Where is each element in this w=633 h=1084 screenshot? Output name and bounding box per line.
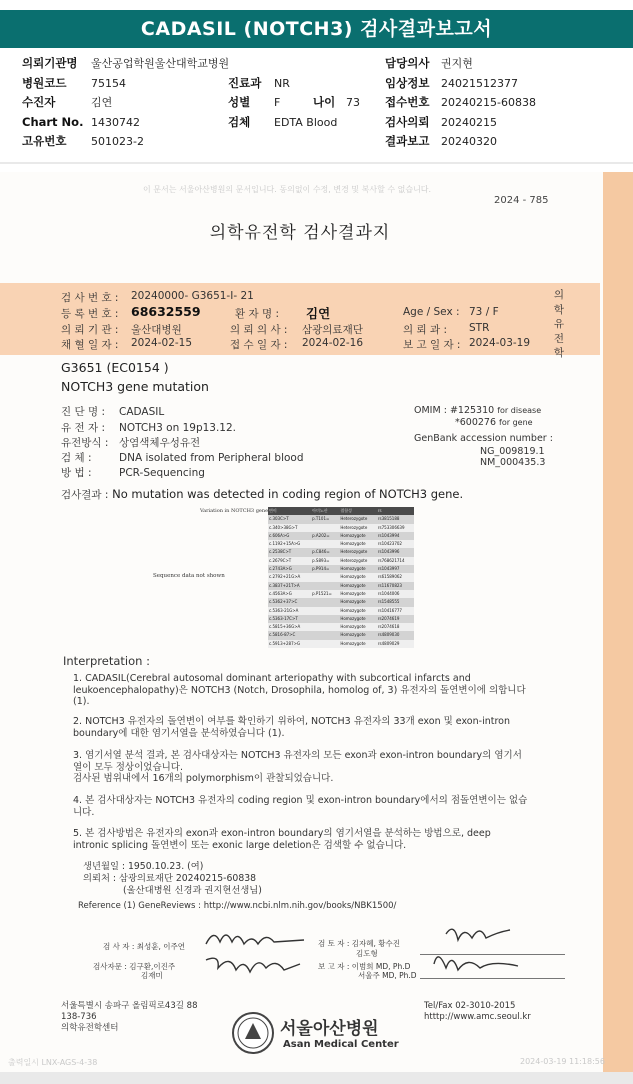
reference: Reference (1) GeneReviews : http://www.ncbi.nlm.nih.gov/books/NBK1500/ (78, 901, 397, 911)
req-doc-label: 의 뢰 의 사 : (230, 324, 288, 336)
interpretation-title: Interpretation : (63, 654, 150, 668)
sex-label: 성별 (228, 95, 251, 109)
faint-notice: 이 문서는 서울아산병원의 문서입니다. 동의없이 수정, 변경 및 복사할 수 없습니다. (143, 185, 432, 194)
report-date-value: 20240320 (441, 135, 497, 148)
table-row (268, 548, 414, 556)
variation-cell (311, 524, 339, 532)
variation-caption: Variation in NOTCH3 gene (200, 508, 269, 514)
variation-cell: rs10423702 (377, 540, 414, 548)
unique-label: 고유번호 (22, 134, 67, 148)
address-3: 의학유전학센터 (61, 1023, 119, 1033)
table-row (268, 524, 414, 532)
patient-band (0, 283, 600, 355)
reg-no-value: 68632559 (131, 304, 201, 319)
age-label: 나이 (313, 95, 336, 109)
variation-cell: Homozygote (339, 573, 377, 581)
examinee-value: 김연 (91, 96, 113, 109)
test-name: NOTCH3 gene mutation (61, 379, 209, 394)
info-row: 진 단 명 : CADASIL (61, 406, 165, 418)
variation-header-cell: 변이 (268, 507, 311, 515)
info-row: 검 체 : DNA isolated from Peripheral blood (61, 452, 304, 464)
document-edge-strip (603, 172, 633, 1072)
hospital-name-kr: 서울아산병원 (280, 1019, 379, 1039)
variation-cell: c.606A>G (268, 532, 311, 540)
req-inst-value: 울산대병원 (131, 324, 182, 336)
variation-cell: p.P914= (311, 565, 339, 573)
variation-cell (311, 598, 339, 606)
vertical-department-label: 의학유전학 (553, 289, 565, 359)
hospital-code-label: 병원코드 (22, 75, 67, 90)
variation-header-cell: 접합성 (339, 507, 377, 515)
interpretation-paragraph: 1. CADASIL(Cerebral autosomal dominant arteriopathy with subcortical infarcts and leukoencephalopathy)은 NOTCH3 (Notch, Drosophila, homolog of, 3) 유전자의 돌연변이에 의합니다 (1). (73, 673, 526, 708)
variation-cell (311, 573, 339, 581)
patient-name-value: 김연 (306, 306, 331, 321)
chart-value: 1430742 (91, 115, 140, 129)
examinee-label: 수진자 (22, 95, 56, 109)
advisor-signature (200, 950, 310, 982)
collect-value: 2024-02-15 (131, 337, 193, 349)
chart-label: Chart No. (22, 114, 84, 129)
variation-cell: Homozygote (339, 598, 377, 606)
bottom-strip (0, 1072, 633, 1084)
variation-cell: c.340>38G>T (268, 524, 311, 532)
variation-cell: p.A202= (311, 532, 339, 540)
variation-cell: Homozygote (339, 615, 377, 623)
info-row: 유전방식 : 상염색체우성유전 (61, 437, 201, 449)
document-title: 의학유전학 검사결과지 (209, 223, 391, 243)
variation-cell: p.S893= (311, 557, 339, 565)
reviewer: 검 토 자 : 김자혜, 황수진 (318, 939, 401, 948)
institution-value: 울산공업학원울산대학교병원 (91, 57, 230, 70)
variation-cell: Homozygote (339, 532, 377, 540)
print-timestamp: 2024-03-19 11:18:56 (520, 1057, 605, 1066)
receipt-label: 접수번호 (385, 95, 430, 109)
variation-cell: c.303C>T (268, 515, 311, 523)
table-row (268, 598, 414, 606)
variation-cell: rs1044006 (377, 590, 414, 598)
interpretation-paragraph: 4. 본 검사대상자는 NOTCH3 유전자의 coding region 및 exon-intron boundary에서의 점돌연변이는 없습 니다. (73, 795, 528, 818)
variation-cell: Homozygote (339, 540, 377, 548)
table-row (268, 590, 414, 598)
test-code: G3651 (EC0154 ) (61, 360, 169, 375)
variation-cell: rs1043994 (377, 532, 414, 540)
variation-cell: rs10416777 (377, 607, 414, 615)
req-doc-value: 삼광의료재단 (302, 324, 363, 336)
variation-cell: p.P1521= (311, 590, 339, 598)
exam-no-value: 20240000- G3651-I- 21 (131, 290, 254, 302)
variation-cell: c.5363-21G>A (268, 607, 311, 615)
clinical-value: 24021512377 (441, 76, 518, 90)
band-report-value: 2024-03-19 (469, 337, 531, 349)
variation-cell: p.C846= (311, 548, 339, 556)
requester-detail: (울산대병원 신경과 권지현선생님) (123, 885, 262, 896)
age-sex-label: Age / Sex : (403, 306, 460, 318)
table-row (268, 532, 414, 540)
hospital-code-value: 75154 (91, 76, 126, 90)
document-number: 2024 - 785 (494, 195, 549, 206)
doctor-label: 담당의사 (385, 56, 430, 70)
variation-cell (311, 631, 339, 639)
genbank-1: NG_009819.1 (480, 446, 545, 457)
print-info: 출력일시 LNX-AGS-4-38 (8, 1058, 98, 1067)
genbank-2: NM_000435.3 (480, 457, 546, 468)
variation-cell: Heterozygote (339, 515, 377, 523)
variation-cell: Homozygote (339, 582, 377, 590)
reviewer-sign-line (420, 954, 565, 955)
department-value: NR (274, 76, 290, 90)
variation-cell (311, 615, 339, 623)
receive-label: 접 수 일 자 : (230, 339, 288, 351)
table-row (268, 623, 414, 631)
patient-name-label: 환 자 명 : (235, 308, 279, 320)
variation-cell: Homozygote (339, 640, 377, 648)
variation-cell (311, 640, 339, 648)
variation-cell: rs1548555 (377, 598, 414, 606)
variation-cell: rs2074619 (377, 615, 414, 623)
variation-cell: Heterozygote (339, 548, 377, 556)
table-row (268, 631, 414, 639)
birth-date: 생년월일 : 1950.10.23. (여) (83, 861, 204, 872)
omim-line-2: *600276 for gene (455, 417, 533, 428)
interpretation-paragraph: 5. 본 검사방법은 유전자의 exon과 exon-intron boundary의 염기서열을 분석하는 방법으로, deep intronic splicing 돌연변이 또는 exonic large deletion은 검색할 수 없습니다. (73, 828, 491, 851)
variation-cell: rs4809030 (377, 631, 414, 639)
variation-header-cell: rs (377, 507, 414, 515)
variation-header-cell: 아미노산 (311, 507, 339, 515)
institution-label: 의뢰기관명 (22, 56, 78, 70)
requester: 의뢰처 : 삼광의료재단 20240215-60838 (83, 873, 257, 884)
hospital-name-en: Asan Medical Center (283, 1039, 399, 1050)
variation-cell: c.5363-17C>T (268, 615, 311, 623)
reporter-signature (428, 946, 528, 980)
report-title-banner: CADASIL (NOTCH3) 검사결과보고서 (0, 10, 633, 48)
variation-cell: Homozygote (339, 565, 377, 573)
variation-cell: Homozygote (339, 590, 377, 598)
table-row (268, 607, 414, 615)
address-2: 138-736 (61, 1012, 97, 1022)
info-row: 방 법 : PCR-Sequencing (61, 467, 205, 479)
variation-cell: c.5815+36G>A (268, 623, 311, 631)
variation-cell (311, 540, 339, 548)
table-row (268, 515, 414, 523)
variation-cell: c.2743A>G (268, 565, 311, 573)
sex-value: F (274, 96, 281, 109)
header-separator (0, 162, 633, 172)
variation-cell: rs11670823 (377, 582, 414, 590)
variation-table (268, 507, 414, 648)
advisor-2: 김재미 (141, 971, 163, 980)
omim-line-1: OMIM : #125310 for disease (414, 405, 542, 416)
req-inst-label: 의 뢰 기 관 : (61, 324, 119, 336)
receive-value: 2024-02-16 (302, 337, 364, 349)
variation-cell: c.2679C>T (268, 557, 311, 565)
department-label: 진료과 (228, 75, 262, 90)
variation-cell: p.T101= (311, 515, 339, 523)
phone: Tel/Fax 02-3010-2015 (424, 1001, 516, 1011)
specimen-value: EDTA Blood (274, 115, 338, 129)
interpretation-paragraph: 2. NOTCH3 유전자의 돌연변이 여부를 확인하기 위하여, NOTCH3 유전자의 33개 exon 및 exon-intron boundary에 대한 염기서열을 분석하였습니다 (1). (73, 716, 510, 739)
variation-cell: rs61589062 (377, 573, 414, 581)
age-value: 73 (346, 96, 360, 109)
table-row (268, 640, 414, 648)
table-row (268, 565, 414, 573)
variation-cell: c.4563A>G (268, 590, 311, 598)
advisor: 검사자문 : 김구환,이진주 (93, 962, 176, 971)
genbank-label: GenBank accession number : (414, 433, 553, 444)
table-row (268, 557, 414, 565)
specimen-label: 검체 (228, 114, 251, 129)
variation-cell: c.3837+21T>A (268, 582, 311, 590)
variation-cell: c.5362+37>C (268, 598, 311, 606)
variation-cell: rs1043997 (377, 565, 414, 573)
band-report-label: 보 고 일 자 : (403, 339, 461, 351)
exam-no-label: 검 사 번 호 : (61, 292, 119, 304)
variation-cell: Homozygote (339, 607, 377, 615)
header-info (0, 54, 633, 154)
variation-cell: c.5913+287>G (268, 640, 311, 648)
variation-cell: rs4809029 (377, 640, 414, 648)
reviewer-2: 김도형 (356, 949, 378, 958)
variation-cell: c.2792+21G>A (268, 573, 311, 581)
variation-cell: rs768621714 (377, 557, 414, 565)
variation-cell: rs3815188 (377, 515, 414, 523)
table-row (268, 540, 414, 548)
variation-cell: c.2538C>T (268, 548, 311, 556)
variation-cell: Heterozygote (339, 524, 377, 532)
request-label: 검사의뢰 (385, 114, 430, 129)
info-row: 유 전 자 : NOTCH3 on 19p13.12. (61, 422, 237, 434)
variation-cell: Homozygote (339, 623, 377, 631)
variation-cell: rs753306639 (377, 524, 414, 532)
variation-cell: Homozygote (339, 631, 377, 639)
variation-cell (311, 623, 339, 631)
receipt-value: 20240215-60838 (441, 96, 536, 109)
table-row (268, 582, 414, 590)
age-sex-value: 73 / F (469, 306, 499, 318)
variation-cell: rs1043996 (377, 548, 414, 556)
interpretation-paragraph: 3. 염기서열 분석 결과, 본 검사대상자는 NOTCH3 유전자의 모든 exon과 exon-intron boundary의 염기서 열이 모두 정상이었습니다. 검사된 범위내에서 16개의 polymorphism이 관찰되었습니다. (73, 750, 522, 785)
variation-cell: c.1192+15A>G (268, 540, 311, 548)
reporter: 보 고 자 : 이범희 MD, Ph.D (318, 962, 411, 971)
variation-cell: c.5816-87>C (268, 631, 311, 639)
variation-cell: Heterozygote (339, 557, 377, 565)
hospital-logo-icon (232, 1012, 274, 1054)
table-row (268, 573, 414, 581)
result-line: 검사결과 : No mutation was detected in coding region of NOTCH3 gene. (61, 487, 464, 501)
reporter-2: 서울주 MD, Ph.D (358, 971, 417, 980)
reporter-sign-line (420, 978, 565, 979)
variation-cell: rs2074618 (377, 623, 414, 631)
variation-cell (311, 582, 339, 590)
report-date-label: 결과보고 (385, 134, 430, 148)
request-value: 20240215 (441, 115, 497, 129)
reg-no-label: 등 록 번 호 : (61, 308, 119, 320)
collect-label: 채 혈 일 자 : (61, 339, 119, 351)
clinical-label: 임상정보 (385, 75, 430, 90)
unique-value: 501023-2 (91, 135, 144, 148)
sequence-caption: Sequence data not shown (153, 573, 225, 579)
variation-cell (311, 607, 339, 615)
dept-value: STR (469, 322, 490, 334)
tester: 검 사 자 : 최성훈, 이주연 (103, 942, 186, 951)
address-1: 서울특별시 송파구 올림픽로43길 88 (61, 1001, 198, 1011)
doctor-value: 권지현 (441, 57, 473, 70)
table-row (268, 615, 414, 623)
website: htttp://www.amc.seoul.kr (424, 1012, 531, 1022)
dept-label: 의 뢰 과 : (403, 324, 447, 336)
